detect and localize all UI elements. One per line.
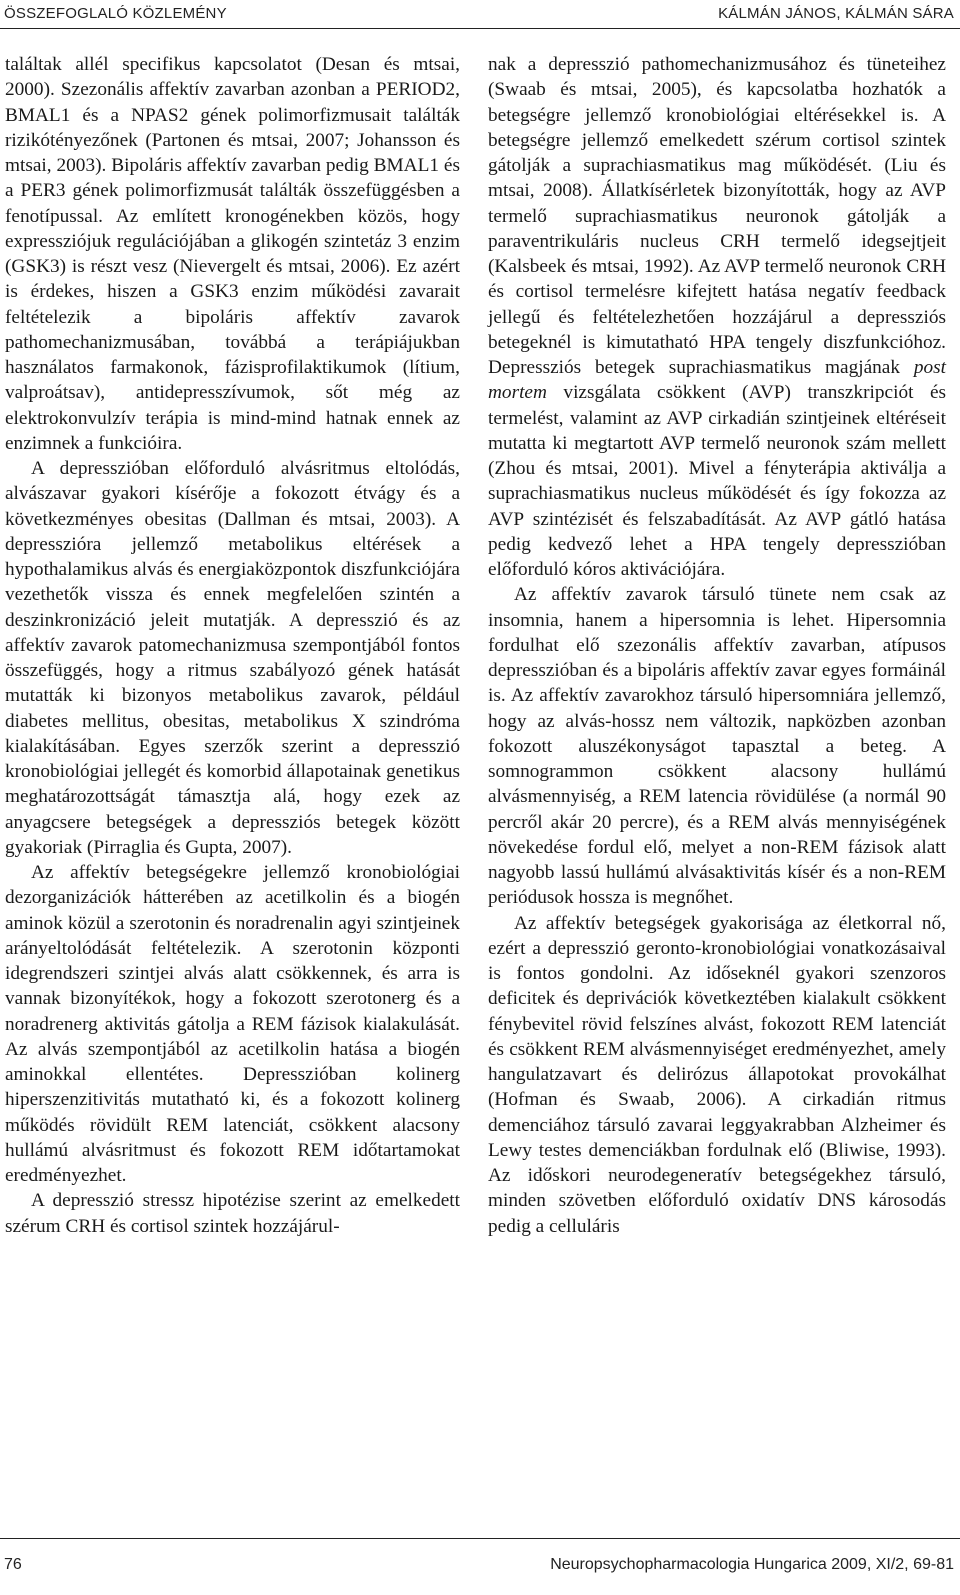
footer-rule [0, 1538, 960, 1539]
right-column [488, 52, 946, 1239]
emphasis-text: post mortem [488, 357, 947, 404]
paragraph: Az affektív betegségekre jellemző kronobiológiai dezorganizációk hátterében az acetilkolin és a biogén aminok közül a szerotonin és noradrenalin agyi szintjeinek arányeltolódását feltételezik. A szerotonin központi idegrendszeri szintjei alvás alatt csökkennek, és arra is vannak bizonyítékok, hogy a fokozott szerotonerg és a noradrenerg aktivitás gátolja a REM fázisok kialakulását. Az alvás szempontjából az acetilkolin hatása a biogén aminokkal ellentétes. Depresszióban kolinerg hiperszenzitivitás mutatható ki, és a fokozott kolinerg működés rövidült REM latenciát, csökkent alacsony hullámú alvásritmust és fokozott REM időtartamokat eredményezhet. [5, 862, 460, 1186]
journal-citation: Neuropsychopharmacologia Hungarica 2009, XI/2, 69-81 [550, 1556, 954, 1573]
paragraph: A depresszióban előforduló alvásritmus eltolódás, alvászavar gyakori kísérője a fokozott étvágy és a következményes obesitas (Dallman és mtsai, 2003). A depresszióra jellemző metabolikus eltérések a hypothalamikus alvás és energiaközpontok diszfunkciójára vezethetők vissza és ennek megfelelően szintén a deszinkronizáció jeleit mutatják. A depresszió és az affektív zavarok patomechanizmusa szempontjából fontos összefüggés, hogy a ritmus szabályozó gének hatását mutatták ki bizonyos metabolikus zavarok, például diabetes mellitus, obesitas, metabolikus X szindróma kialakításában. Egyes szerzők szerint a depresszió kronobiológiai jellegét és komorbid állapotainak genetikus meghatározottságát támasztja alá, hogy ezek az anyagcsere betegségek a depressziós betegek között gyakoriak (Pirraglia és Gupta, 2007). [5, 458, 460, 858]
section-title: ÖSSZEFOGLALÓ KÖZLEMÉNY [4, 5, 227, 22]
paragraph: Az affektív zavarok társuló tünete nem csak az insomnia, hanem a hipersomnia is lehet. Hipersomnia fordulhat elő szezonális affektív zavarban, atípusos depresszióban és a bipoláris affektív zavar egyes formáinál is. Az affektív zavarokhoz társuló hipersomniára jellemző, hogy az alvás-hossz nem változik, napközben azonban fokozott aluszékonyságot tapasztal a beteg. A somnogrammon csökkent alacsony hullámú alvásmennyiség, a REM latencia rövidülése (a normál 90 percről akár 20 percre), és a REM alvás mennyiségének növekedése fordul elő, melyet a non-REM fázisok alatt nagyobb lassú hullámú alvásaktivitás kísér és a non-REM periódusok hossza is megnőhet. [488, 584, 946, 909]
paragraph-text: vizsgálata csökkent (AVP) transzkripciót és termelést, valamint az AVP cirkadián szintjeinek eltéréseit mutatta ki megtartott AVP termelő neuronok szám mellett (Zhou és mtsai, 2001). Mivel a fényterápia aktiválja a suprachiasmatikus nucleus működését és így fokozza az AVP szintézisét és felszabadítását. Az AVP gátló hatása pedig kedvező lehet a HPA tengely depresszióban előforduló kóros aktivációjára. [488, 382, 947, 580]
page-number: 76 [4, 1556, 22, 1573]
paragraph: találtak allél specifikus kapcsolatot (Desan és mtsai, 2000). Szezonális affektív zavarban azonban a PERIOD2, BMAL1 és a NPAS2 gének polimorfizmusait találták rizikótényezőnek (Partonen és mtsai, 2007; Johansson és mtsai, 2003). Bipoláris affektív zavarban pedig BMAL1 és a PER3 gének polimorfizmusát találták összefüggésben a fenotípussal. Az említett kronogénekben közös, hogy expressziójuk regulációjában a glikogén szintetáz 3 enzim (GSK3) is részt vesz (Nievergelt és mtsai, 2006). Ez azért is érdekes, hiszen a GSK3 enzim működési zavarait feltételezik a bipoláris affektív zavarok pathomechanizmusában, továbbá a terápiájukban használatos farmakonok, fázisprofilaktikumok (lítium, valproátsav), antidepresszívumok, sőt még az elektrokonvulzív terápia is mind-mind hatnak ennek az enzimnek a funkcióira. [5, 54, 460, 454]
paragraph-text: nak a depresszió pathomechanizmusához és tüneteihez (Swaab és mtsai, 2005), és kapcsolatba hozhatók a betegségre jellemző kronobiológiai eltérésekkel is. A betegségre jellemző emelkedett szérum cortisol szintek gátolják a suprachiasmatikus mag működését. (Liu és mtsai, 2008). Állatkísérletek bizonyították, hogy az AVP termelő suprachiasmatikus neuronok gátolják a paraventrikuláris nucleus CRH termelő idegsejtjeit (Kalsbeek és mtsai, 1992). Az AVP termelő neuronok CRH és cortisol termelésre kifejtett hatása negatív feedback jellegű és feltételezhetően hozzájárul a depressziós betegeknél is kimutatható HPA tengely diszfunkcióhoz. Depressziós betegek suprachiasmatikus magjának [488, 54, 946, 378]
header-rule [0, 28, 960, 29]
left-column [5, 52, 460, 1239]
authors: KÁLMÁN JÁNOS, KÁLMÁN SÁRA [718, 5, 954, 22]
paragraph: Az affektív betegségek gyakorisága az életkorral nő, ezért a depresszió geronto-kronobiológiai vonatkozásaival is fontos gondolni. Az időseknél gyakori szenzoros deficitek és deprivációk következtében kialakult csökkent fénybevitel rövid felszínes alvást, fokozott REM latenciát és csökkent REM alvásmennyiséget eredményezhet, amely hangulatzavart és delirózus állapotokat provokálhat (Hofman és Swaab, 2006). A cirkadián ritmus demenciához társuló zavarai leggyakrabban Alzheimer és Lewy testes demenciákban fordulnak elő (Bliwise, 1993). Az időskori neurodegeneratív betegségekhez társuló, minden szövetben előforduló oxidatív DNS károsodás pedig a celluláris [488, 912, 946, 1237]
running-header [0, 0, 960, 30]
paragraph: A depresszió stressz hipotézise szerint az emelkedett szérum CRH és cortisol szintek hozzájárul- [5, 1190, 460, 1237]
paragraph [488, 52, 946, 582]
